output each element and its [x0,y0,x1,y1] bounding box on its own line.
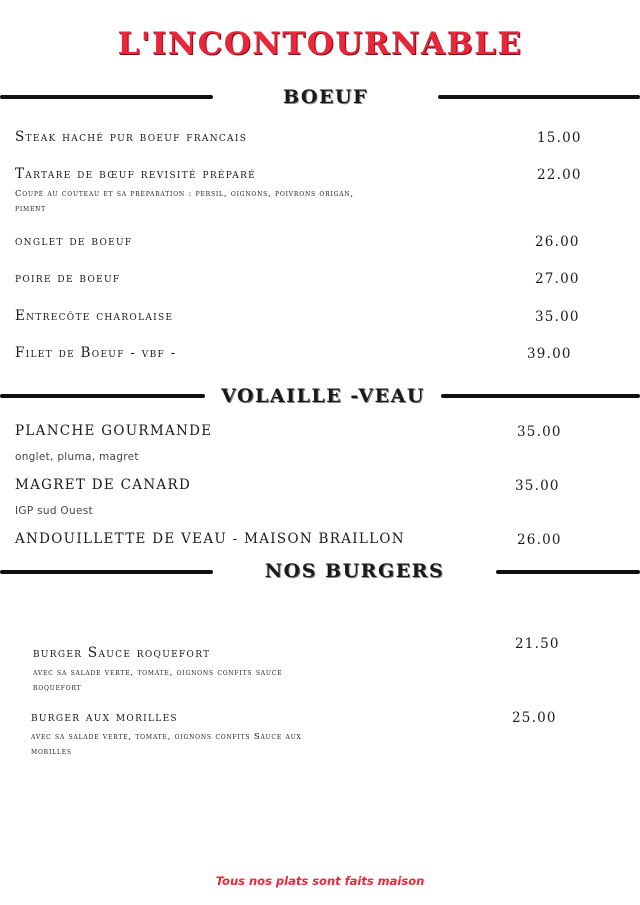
menu-item-price: 39.00 [527,346,572,362]
menu-item-description: onglet, pluma, magret [15,451,139,463]
menu-item-name: burger Sauce roquefort [33,645,211,661]
menu-item-price: 25.00 [512,710,557,726]
menu-item-description: avec sa salade verte, tomate, oignons confits Sauce aux morilles [31,732,302,757]
divider-right [496,570,640,574]
menu-item-price: 35.00 [535,309,580,325]
menu-item-name: Entrecôte charolaise [15,308,174,324]
menu-item-price: 35.00 [515,478,560,494]
menu-item-price: 15.00 [537,130,582,146]
footer-note: Tous nos plats sont faits maison [215,874,425,888]
menu-item-price: 21.50 [515,636,560,652]
section-heading-boeuf: BOEUF [282,86,368,108]
menu-item-name: MAGRET DE CANARD [15,477,192,493]
menu-item-price: 22.00 [537,167,582,183]
section-heading-burgers: NOS BURGERS [264,560,445,582]
menu-item-name: poire de boeuf [15,270,121,286]
divider-left [0,95,213,99]
menu-item-price: 27.00 [535,271,580,287]
menu-item-name: Filet de Boeuf - vbf - [15,345,177,361]
menu-item-description: Coupé au couteau et sa prèparation : persil, oignons, poivrons origan, piment [15,189,354,214]
menu-item-name: Steak haché pur boeuf francais [15,129,248,145]
restaurant-title: L'INCONTOURNABLE [117,26,523,62]
divider-left [0,570,213,574]
divider-left [0,394,205,398]
menu-item-price: 26.00 [517,532,562,548]
menu-item-description: avec sa salade verte, tomate, oignons confits sauce roquefort [33,668,283,693]
menu-item-price: 35.00 [517,424,562,440]
menu-item-description: IGP sud Ouest [15,505,93,517]
menu-item-name: ANDOUILLETTE DE VEAU - MAISON BRAILLON [15,531,405,547]
menu-item-price: 26.00 [535,234,580,250]
menu-item-name: onglet de boeuf [15,233,133,249]
divider-right [441,394,640,398]
menu-item-name: Tartare de bœuf revisité préparé [15,166,257,182]
section-heading-volaille-veau: VOLAILLE -VEAU [221,385,425,407]
menu-item-name: PLANCHE GOURMANDE [15,423,213,439]
divider-right [438,95,640,99]
menu-item-name: burger aux morilles [31,709,178,725]
